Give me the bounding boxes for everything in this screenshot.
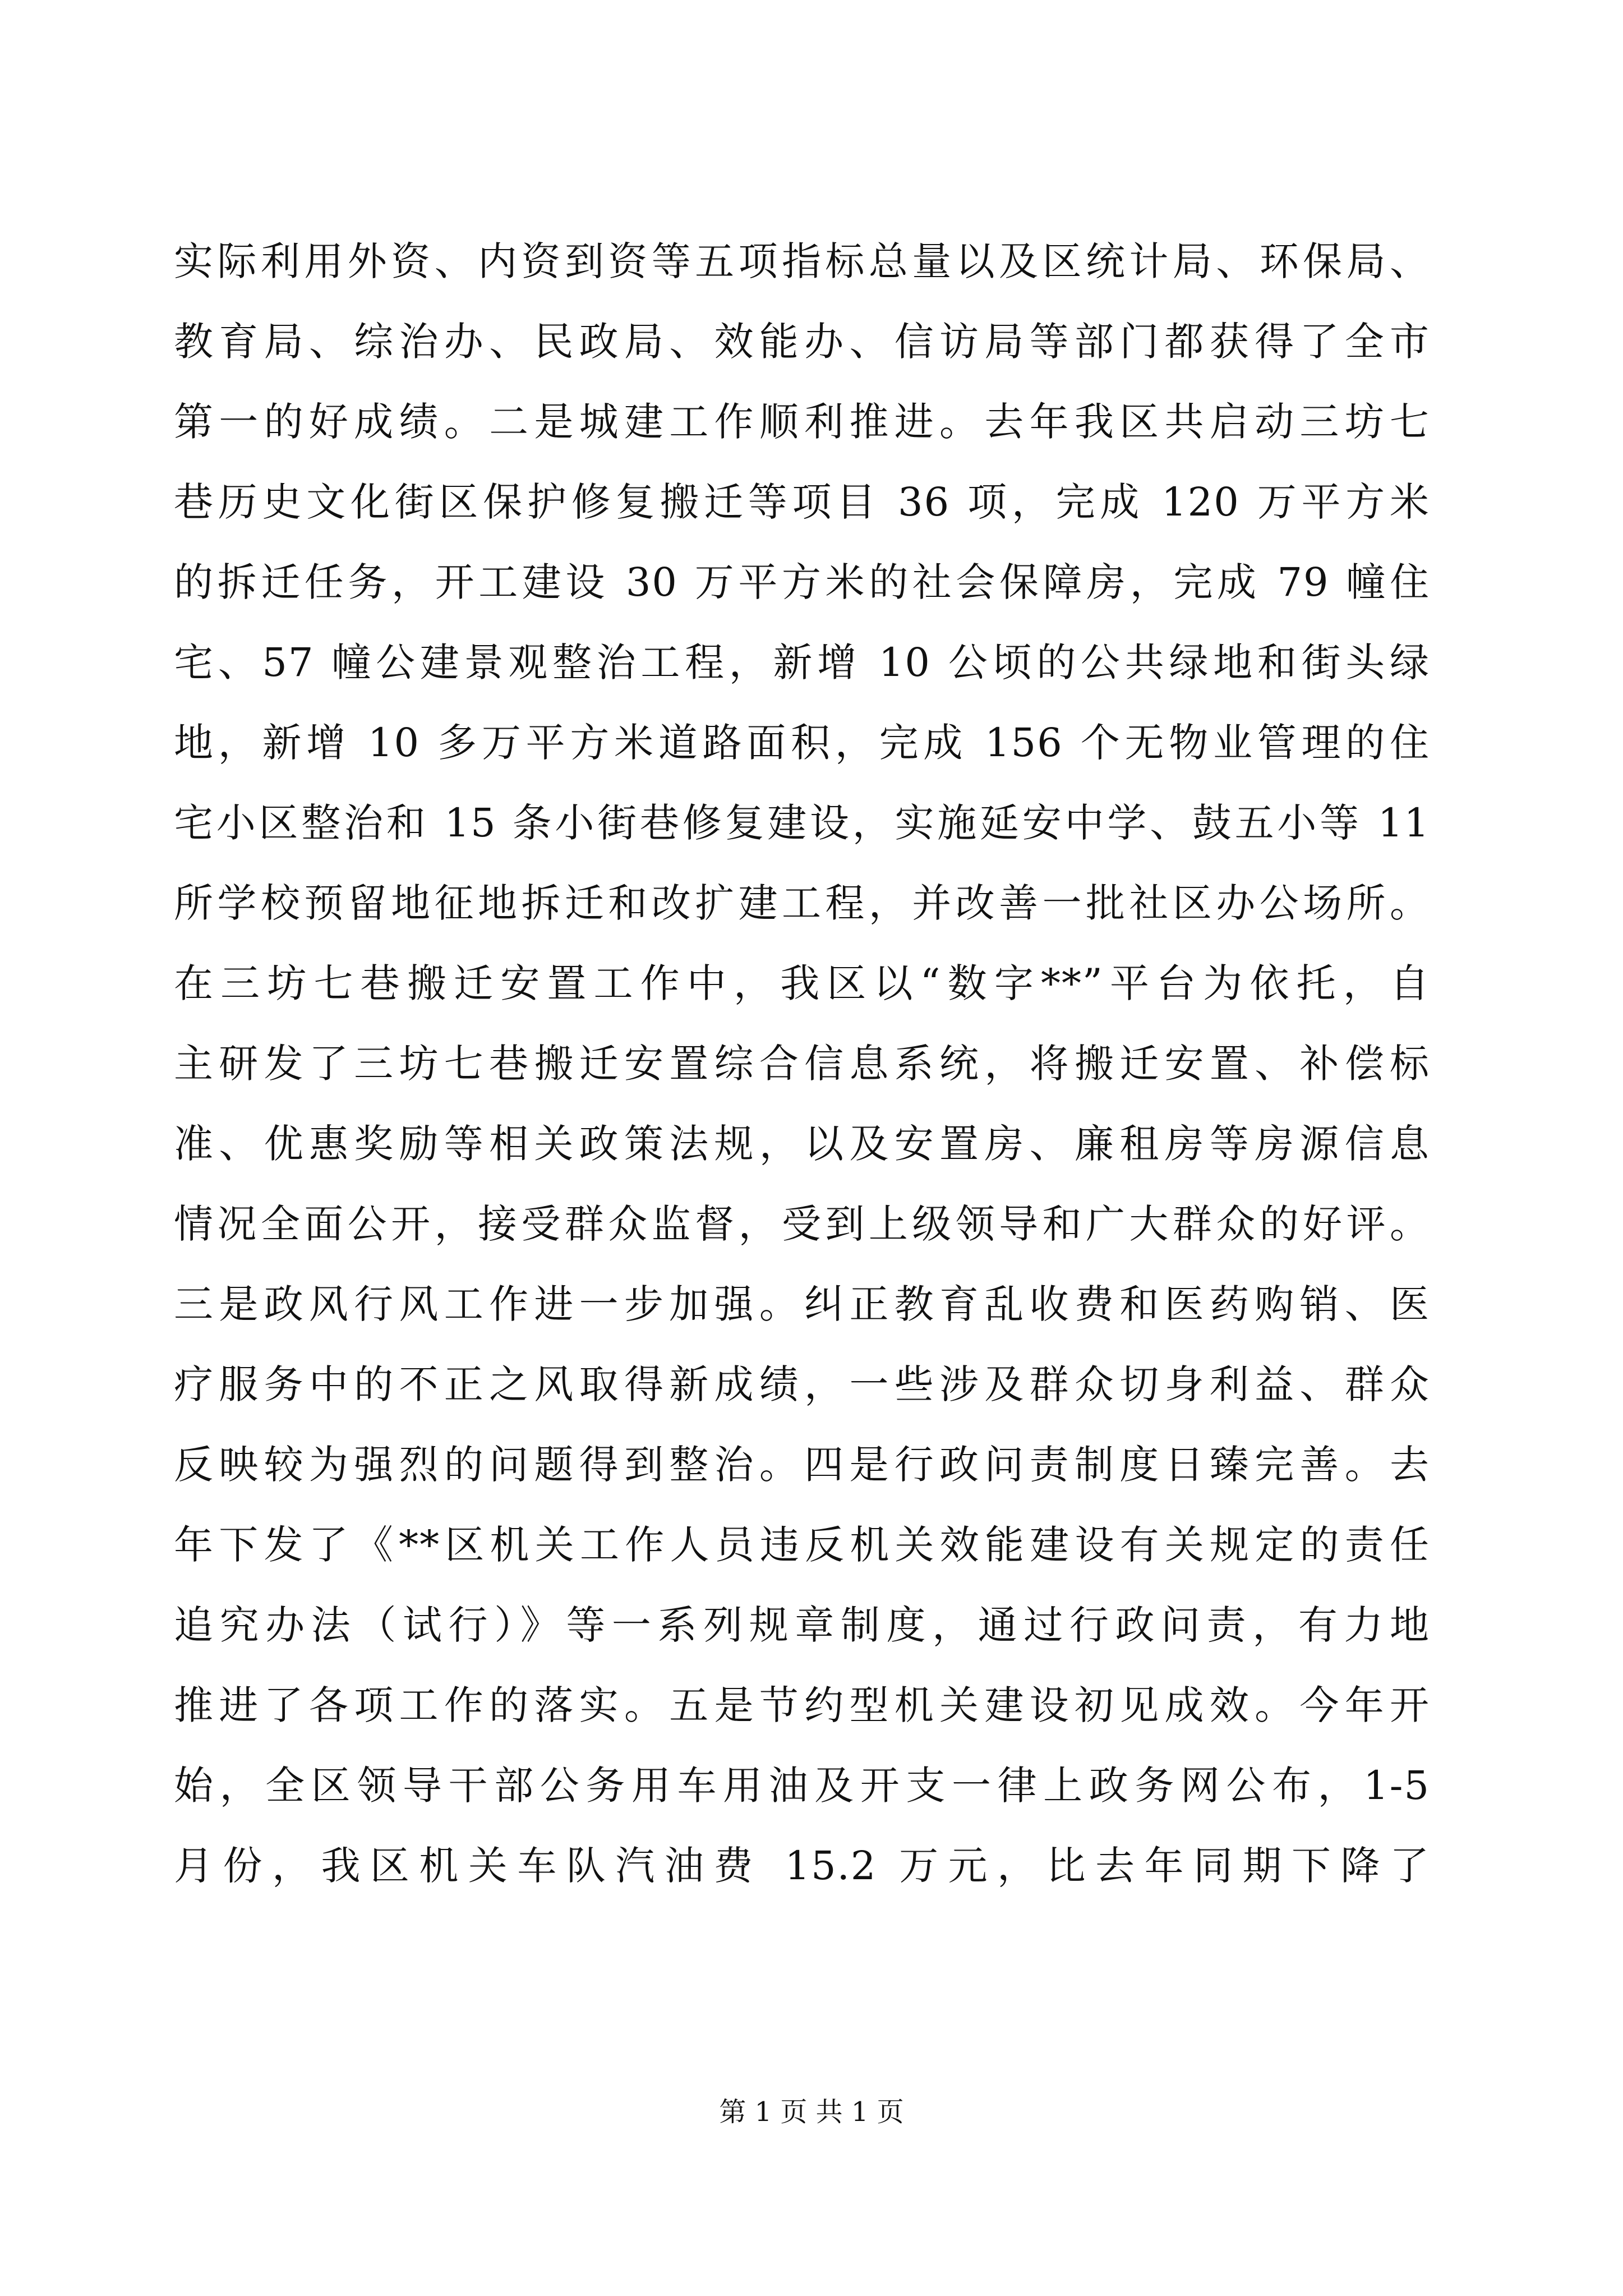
text-line-9: 所学校预留地征地拆迁和改扩建工程，并改善一批社区办公场所。 [174, 880, 1430, 926]
document-body [174, 222, 1430, 1906]
text-line-3: 第一的好成绩。二是城建工作顺利推进。去年我区共启动三坊七 [174, 399, 1430, 445]
text-line-2: 教育局、综治办、民政局、效能办、信访局等部门都获得了全市 [174, 319, 1430, 365]
text-line-15: 疗服务中的不正之风取得新成绩，一些涉及群众切身利益、群众 [174, 1361, 1430, 1407]
text-line-7: 地，新增 10 多万平方米道路面积，完成 156 个无物业管理的住 [174, 720, 1430, 766]
text-line-4: 巷历史文化街区保护修复搬迁等项目 36 项，完成 120 万平方米 [174, 479, 1430, 525]
text-line-21: 月份，我区机关车队汽油费 15.2 万元，比去年同期下降了 [174, 1843, 1430, 1889]
text-line-14: 三是政风行风工作进一步加强。纠正教育乱收费和医药购销、医 [174, 1281, 1430, 1327]
page-footer [0, 2095, 1623, 2129]
text-line-16: 反映较为强烈的问题得到整治。四是行政问责制度日臻完善。去 [174, 1442, 1430, 1488]
text-line-6: 宅、57 幢公建景观整治工程，新增 10 公顷的公共绿地和街头绿 [174, 639, 1430, 685]
text-line-11: 主研发了三坊七巷搬迁安置综合信息系统，将搬迁安置、补偿标 [174, 1041, 1430, 1087]
text-line-18: 追究办法（试行）》等一系列规章制度，通过行政问责，有力地 [174, 1602, 1430, 1648]
page-number-label: 第 1 页 共 1 页 [719, 2096, 904, 2128]
text-line-13: 情况全面公开，接受群众监督，受到上级领导和广大群众的好评。 [174, 1201, 1430, 1247]
text-line-10: 在三坊七巷搬迁安置工作中，我区以“数字**”平台为依托，自 [174, 960, 1430, 1006]
text-line-8: 宅小区整治和 15 条小街巷修复建设，实施延安中学、鼓五小等 11 [174, 800, 1430, 846]
text-line-19: 推进了各项工作的落实。五是节约型机关建设初见成效。今年开 [174, 1682, 1430, 1728]
text-line-17: 年下发了《**区机关工作人员违反机关效能建设有关规定的责任 [174, 1522, 1430, 1568]
text-line-1: 实际利用外资、内资到资等五项指标总量以及区统计局、环保局、 [174, 238, 1430, 284]
text-line-12: 准、优惠奖励等相关政策法规，以及安置房、廉租房等房源信息 [174, 1121, 1430, 1167]
text-line-5: 的拆迁任务，开工建设 30 万平方米的社会保障房，完成 79 幢住 [174, 559, 1430, 605]
text-line-20: 始，全区领导干部公务用车用油及开支一律上政务网公布，1-5 [174, 1763, 1430, 1809]
